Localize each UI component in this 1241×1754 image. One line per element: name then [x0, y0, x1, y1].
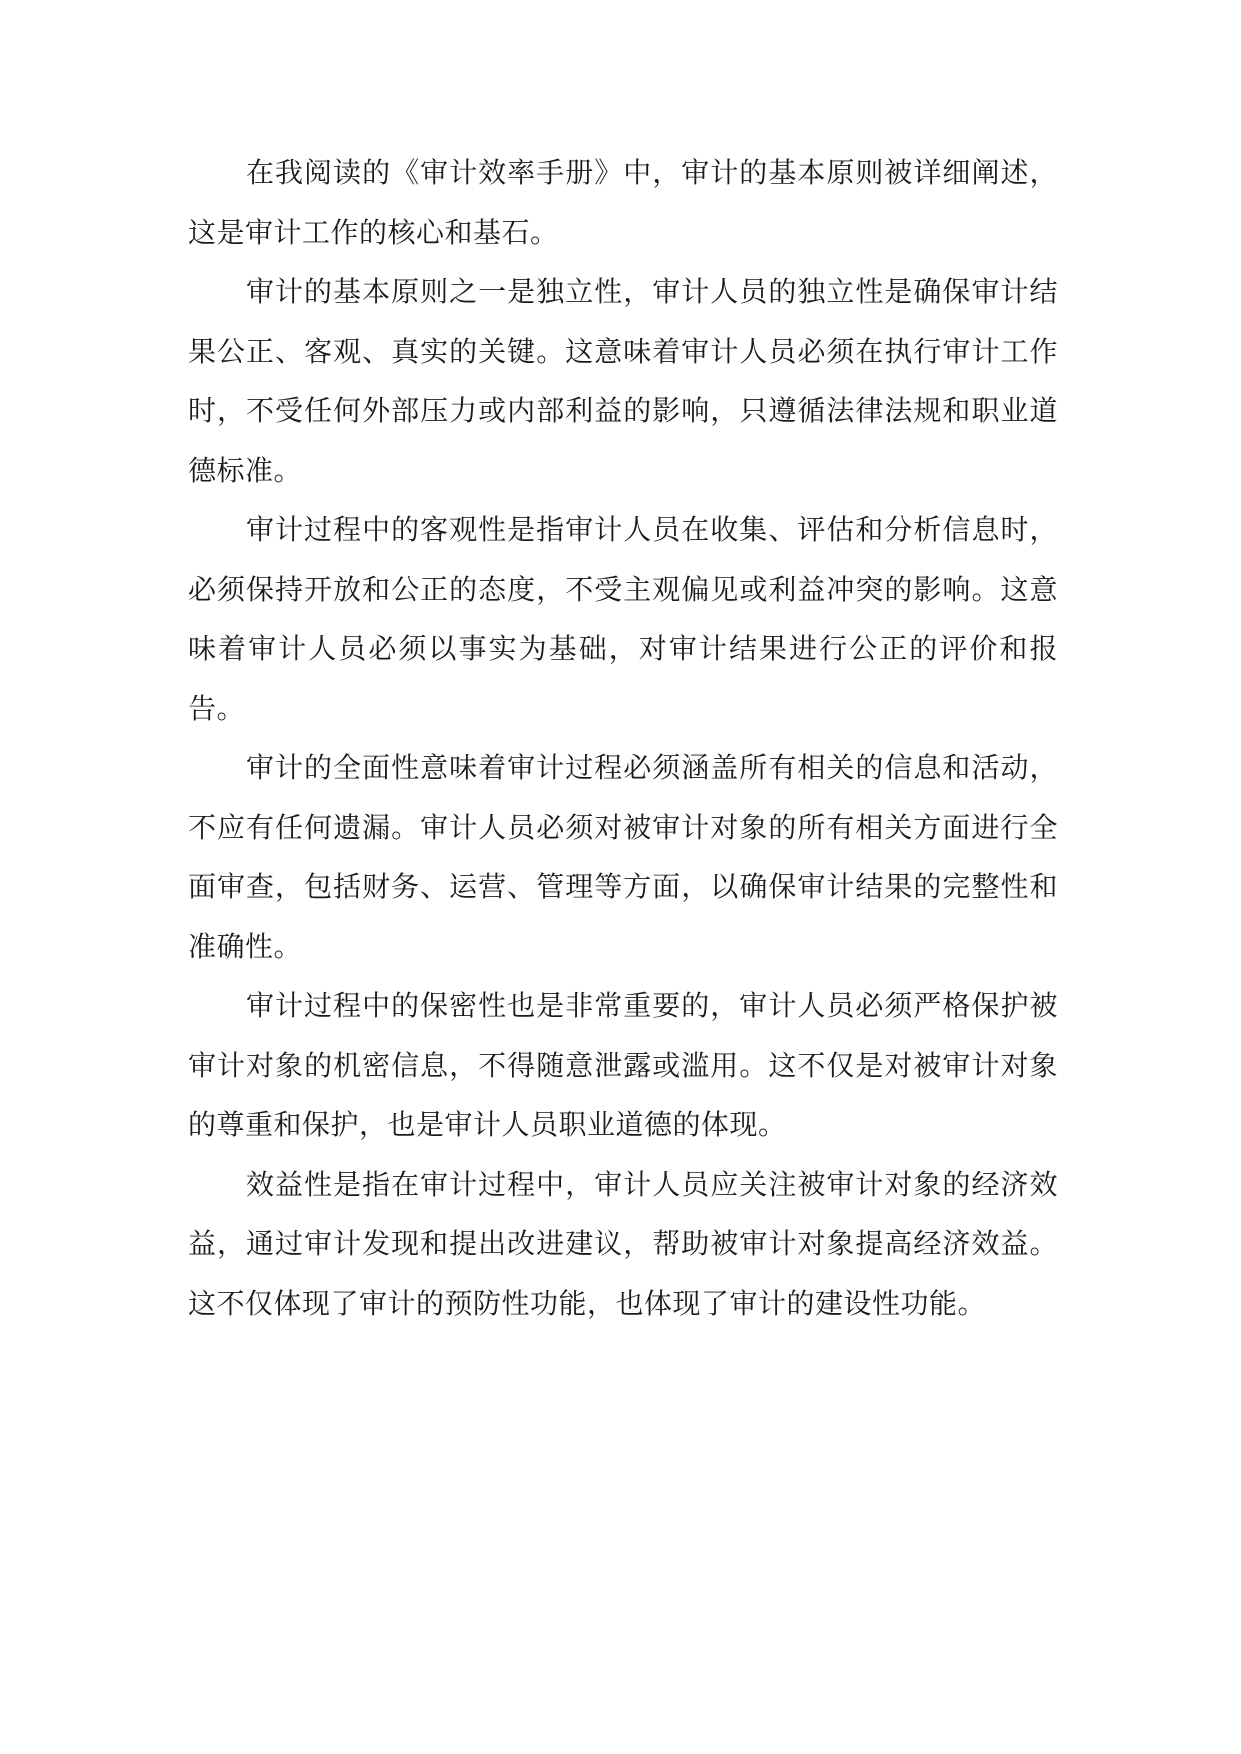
paragraph-objectivity: 审计过程中的客观性是指审计人员在收集、评估和分析信息时，必须保持开放和公正的态度，不受主观偏见或利益冲突的影响。这意味着审计人员必须以事实为基础，对审计结果进行公正的评价和报告。: [188, 513, 1058, 725]
document-body: [188, 143, 1058, 1333]
paragraph-confidentiality: 审计过程中的保密性也是非常重要的，审计人员必须严格保护被审计对象的机密信息，不得随意泄露或滥用。这不仅是对被审计对象的尊重和保护，也是审计人员职业道德的体现。: [188, 989, 1058, 1141]
paragraph-intro: 在我阅读的《审计效率手册》中，审计的基本原则被详细阐述，这是审计工作的核心和基石。: [188, 156, 1058, 249]
paragraph-effectiveness: 效益性是指在审计过程中，审计人员应关注被审计对象的经济效益，通过审计发现和提出改进建议，帮助被审计对象提高经济效益。这不仅体现了审计的预防性功能，也体现了审计的建设性功能。: [188, 1167, 1058, 1320]
paragraph-independence: 审计的基本原则之一是独立性，审计人员的独立性是确保审计结果公正、客观、真实的关键。这意味着审计人员必须在执行审计工作时，不受任何外部压力或内部利益的影响，只遵循法律法规和职业道德标准。: [188, 275, 1058, 487]
paragraph-comprehensiveness: 审计的全面性意味着审计过程必须涵盖所有相关的信息和活动，不应有任何遗漏。审计人员必须对被审计对象的所有相关方面进行全面审查，包括财务、运营、管理等方面，以确保审计结果的完整性和准确性。: [188, 751, 1058, 963]
